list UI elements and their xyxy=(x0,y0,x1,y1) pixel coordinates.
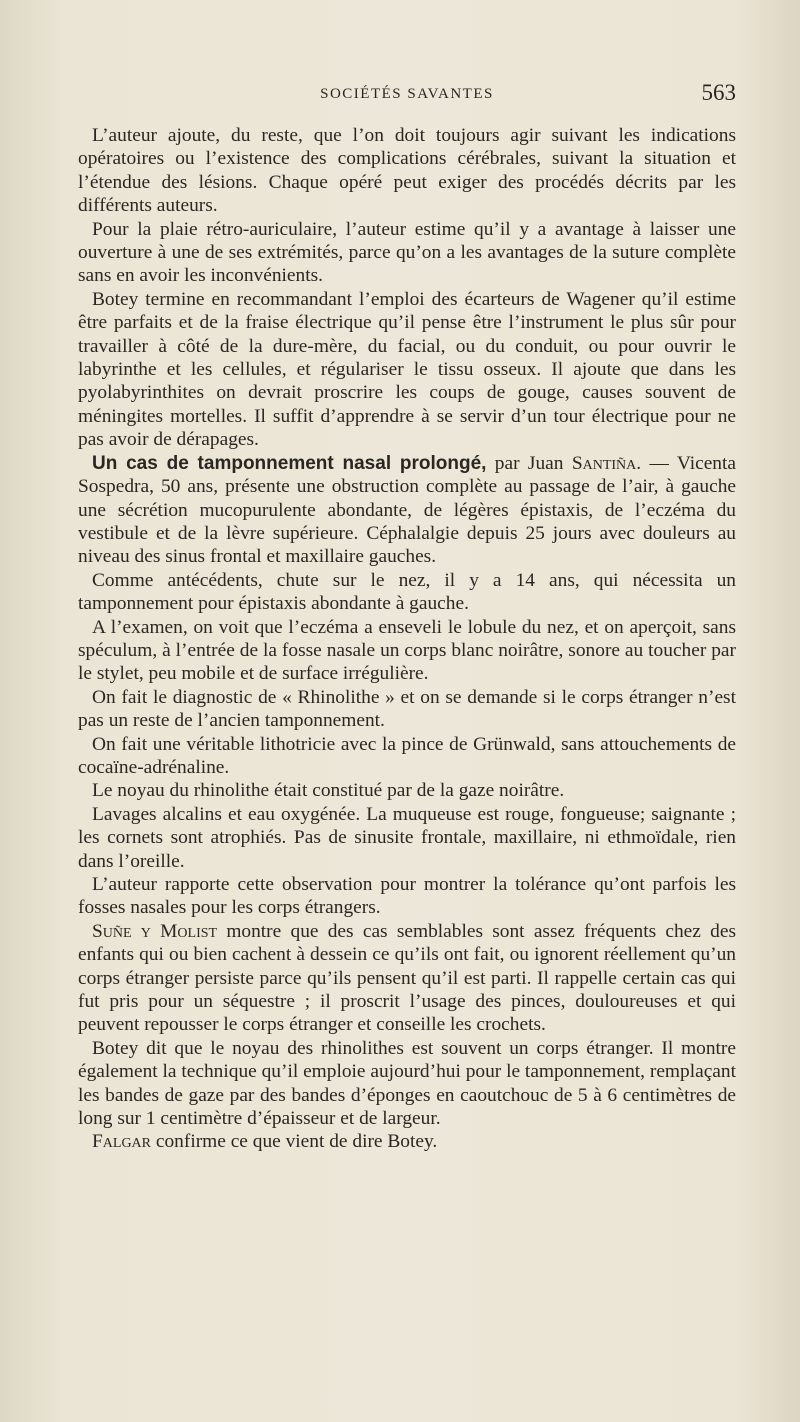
page-number: 563 xyxy=(701,80,736,105)
paragraph-text: confirme ce que vient de dire Botey. xyxy=(151,1131,438,1153)
paragraph-text: Le noyau du rhinolithe était constitué par de la gaze noirâtre. xyxy=(92,780,565,802)
author-name: Falgar xyxy=(92,1131,152,1153)
paragraph xyxy=(78,569,736,616)
paragraph-text: A l’examen, on voit que l’eczéma a enseveli le lobule du nez, et on aperçoit, sans spéculum, à l’entrée de la fosse nasale un corps blanc noirâtre, sonore au toucher par le stylet, peu mobile et de surface irrégulière. xyxy=(78,616,736,685)
paragraph-text: Pour la plaie rétro-auriculaire, l’auteur estime qu’il y a avantage à laisser une ouverture à une de ses extrémités, parce qu’on a les avantages de la suture complète sans en avoir les inconvénients. xyxy=(78,218,736,287)
paragraph xyxy=(78,218,736,288)
section-paragraph xyxy=(78,452,736,569)
paragraph-text: Botey termine en recommandant l’emploi des écarteurs de Wagener qu’il estime être parfaits et de la fraise électrique qu’il pense être l’instrument le plus sûr pour travailler à côté de la dure-mère, du facial, ou du conduit, ou pour ouvrir le labyrinthe et les cellules, et régulariser le tissu osseux. Il ajoute que dans les pyolabyrinthites on devrait proscrire les coups de gouge, causes souvent de méningites mortelles. Il suffit d’apprendre à se servir d’un tour électrique pour ne pas avoir de dérapages. xyxy=(78,288,736,451)
paragraph xyxy=(78,733,736,780)
paragraph xyxy=(78,124,736,218)
author-name: Santiña xyxy=(571,452,637,474)
paragraph-text: L’auteur ajoute, du reste, que l’on doit toujours agir suivant les indications opératoires ou l’existence des complications cérébrales, suivant la situation et l’étendue des lésions. Chaque opéré peut exiger des procédés décrits par les différents auteurs. xyxy=(78,125,736,217)
page-header xyxy=(78,80,736,112)
body-text xyxy=(78,124,736,1154)
paragraph-text: Comme antécédents, chute sur le nez, il y a 14 ans, qui nécessita un tamponnement pour épistaxis abondante à gauche. xyxy=(78,569,736,615)
running-title: SOCIÉTÉS SAVANTES xyxy=(320,86,494,102)
paragraph xyxy=(78,686,736,733)
paragraph xyxy=(78,779,736,802)
paragraph xyxy=(78,873,736,920)
paragraph xyxy=(78,616,736,686)
paragraph-text: L’auteur rapporte cette observation pour montrer la tolérance qu’ont parfois les fosses nasales pour les corps étrangers. xyxy=(78,874,736,919)
paragraph xyxy=(78,1037,736,1131)
paragraph-text: Lavages alcalins et eau oxygénée. La muqueuse est rouge, fongueuse; saignante ; les cornets sont atrophiés. Pas de sinusite frontale, maxillaire, ni ethmoïdale, rien dans l’oreille. xyxy=(78,803,736,872)
paragraph-text: montre que des cas semblables sont assez fréquents chez des enfants qui ou bien cachent à dessein ce qu’ils ont fait, ou ignorent réellement qu’un corps étranger persiste parce qu’ils pensent qu’il est parti. Il rappelle certain cas qui fut pris pour un séquestre ; il proscrit l’usage des pinces, douloureuses et qui peuvent repousser le corps étranger et conseille les crochets. xyxy=(78,920,736,1036)
paragraph-text: On fait une véritable lithotricie avec la pince de Grünwald, sans attouchements de cocaïne-adrénaline. xyxy=(78,733,736,778)
paragraph-text: On fait le diagnostic de « Rhinolithe » et on se demande si le corps étranger n’est pas un reste de l’ancien tamponnement. xyxy=(78,686,736,732)
paragraph xyxy=(78,288,736,452)
paragraph xyxy=(78,920,736,1037)
section-heading: Un cas de tamponnement nasal prolongé, xyxy=(92,452,487,474)
paragraph xyxy=(78,803,736,873)
paragraph xyxy=(78,1130,736,1153)
paragraph-text: . — Vicenta Sospedra, 50 ans, présente une obstruction complète au passage de l’air, à gauche une sécrétion mucopurulente abondante, de légères épistaxis, de l’eczéma du vestibule et de la lèvre supérieure. Céphalalgie depuis 25 jours avec douleurs au niveau des sinus frontal et maxillaire gauches. xyxy=(78,452,736,568)
paragraph-text: Botey dit que le noyau des rhinolithes est souvent un corps étranger. Il montre également la technique qu’il emploie aujourd’hui pour le tamponnement, remplaçant les bandes de gaze par des bandes d’éponges en caoutchouc de 5 à 6 centimètres de long sur 1 centimètre d’épaisseur et de largeur. xyxy=(78,1037,736,1130)
author-name: Suñe y Molist xyxy=(92,920,218,942)
heading-lead: par Juan xyxy=(486,452,572,474)
